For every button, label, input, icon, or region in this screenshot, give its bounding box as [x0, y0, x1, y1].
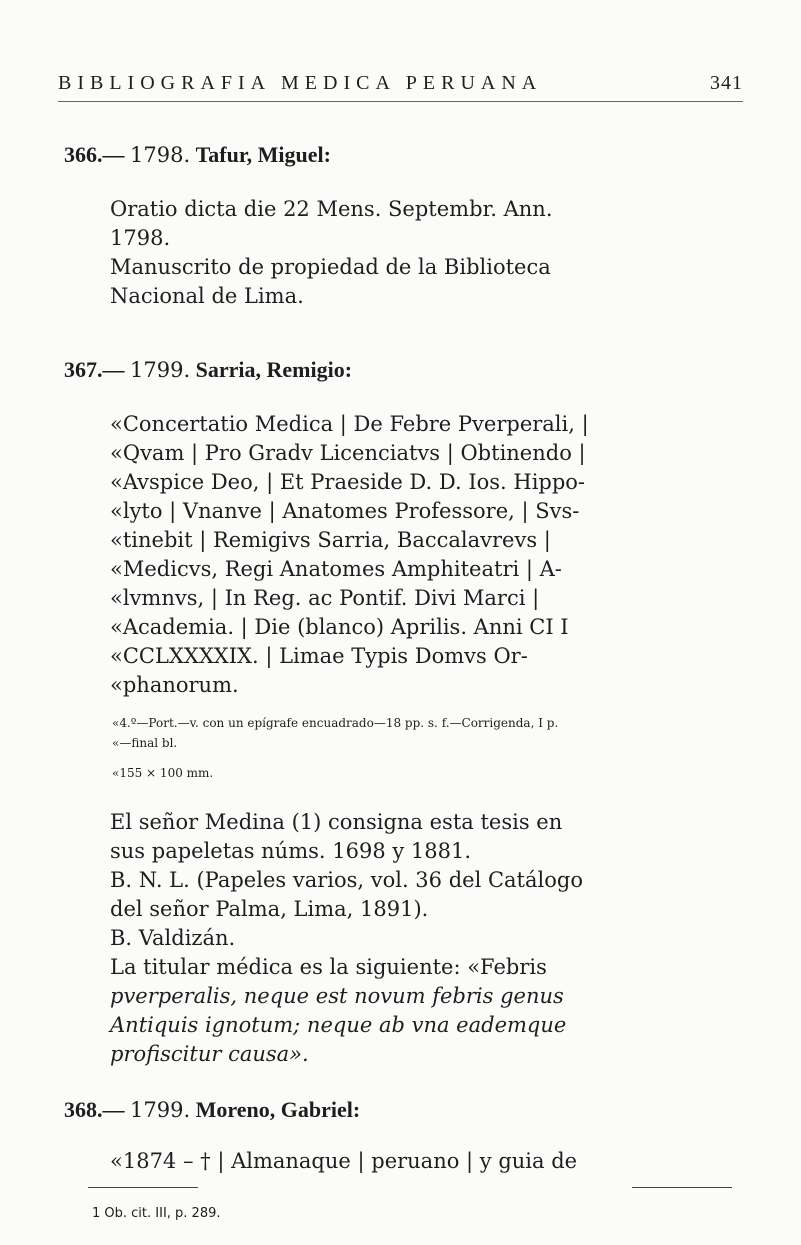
entry-year: 1798.	[130, 143, 191, 167]
entry-author: Moreno, Gabriel:	[195, 1097, 361, 1122]
entry-366-heading	[64, 142, 331, 168]
commentary-line: pverperalis, neque est novum febris genus	[110, 984, 564, 1008]
entry-367-commentary	[110, 808, 731, 1069]
entry-line: «phanorum.	[110, 673, 239, 697]
entry-line: Manuscrito de propiedad de la Biblioteca	[110, 255, 551, 279]
entry-number: 367.—	[64, 357, 125, 382]
entry-368-heading	[64, 1097, 360, 1123]
entry-line: «lyto | Vnanve | Anatomes Professore, | Svs-	[110, 499, 580, 523]
entry-line: Oratio dicta die 22 Mens. Septembr. Ann.	[110, 197, 553, 221]
entry-year: 1799.	[130, 1098, 191, 1122]
entry-line: «Qvam | Pro Gradv Licenciatvs | Obtinendo |	[110, 441, 586, 465]
footnote: 1 Ob. cit. III, p. 289.	[92, 1206, 221, 1221]
entry-line: 1798.	[110, 226, 171, 250]
entry-366-body	[110, 195, 731, 311]
running-header	[58, 72, 743, 95]
commentary-line: La titular médica es la siguiente: «Febris	[110, 955, 547, 979]
entry-line: «Concertatio Medica | De Febre Pverperali, |	[110, 412, 589, 436]
entry-author: Sarria, Remigio:	[195, 357, 353, 382]
collation-note: «—final bl.	[112, 736, 178, 750]
commentary-line: B. N. L. (Papeles varios, vol. 36 del Catálogo	[110, 868, 583, 892]
entry-year: 1799.	[130, 358, 191, 382]
entry-line: «CCLXXXXIX. | Limae Typis Domvs Or-	[110, 644, 528, 668]
commentary-line: profiscitur causa».	[110, 1042, 309, 1066]
entry-number: 366.—	[64, 142, 125, 167]
commentary-line: El señor Medina (1) consigna esta tesis en	[110, 810, 563, 834]
footnote-rule-right	[632, 1187, 732, 1188]
collation-note: «4.º—Port.—v. con un epígrafe encuadrado—18 pp. s. f.—Corrigenda, I p.	[112, 716, 559, 730]
entry-367-heading	[64, 357, 352, 383]
page-number: 341	[710, 72, 743, 94]
commentary-line: B. Valdizán.	[110, 926, 236, 950]
footnote-rule-left	[88, 1187, 198, 1188]
commentary-line: del señor Palma, Lima, 1891).	[110, 897, 429, 921]
entry-line: «tinebit | Remigivs Sarria, Baccalavrevs |	[110, 528, 551, 552]
entry-line: «Academia. | Die (blanco) Aprilis. Anni CI I	[110, 615, 569, 639]
entry-line: «Avspice Deo, | Et Praeside D. D. Ios. Hippo-	[110, 470, 586, 494]
entry-line: Nacional de Lima.	[110, 284, 304, 308]
commentary-line: sus papeletas núms. 1698 y 1881.	[110, 839, 472, 863]
entry-author: Tafur, Miguel:	[195, 142, 331, 167]
running-title: BIBLIOGRAFIA MEDICA PERUANA	[58, 72, 543, 94]
entry-368-body	[110, 1147, 731, 1176]
entry-line: «lvmnvs, | In Reg. ac Pontif. Divi Marci |	[110, 586, 540, 610]
commentary-line: Antiquis ignotum; neque ab vna eademque	[110, 1013, 567, 1037]
entry-line: «1874 – † | Almanaque | peruano | y guia de	[110, 1149, 578, 1173]
entry-number: 368.—	[64, 1097, 125, 1122]
header-rule	[58, 101, 743, 102]
entry-line: «Medicvs, Regi Anatomes Amphiteatri | A-	[110, 557, 562, 581]
dimensions-note: «155 × 100 mm.	[112, 766, 214, 780]
entry-367-title-transcription	[110, 410, 731, 700]
